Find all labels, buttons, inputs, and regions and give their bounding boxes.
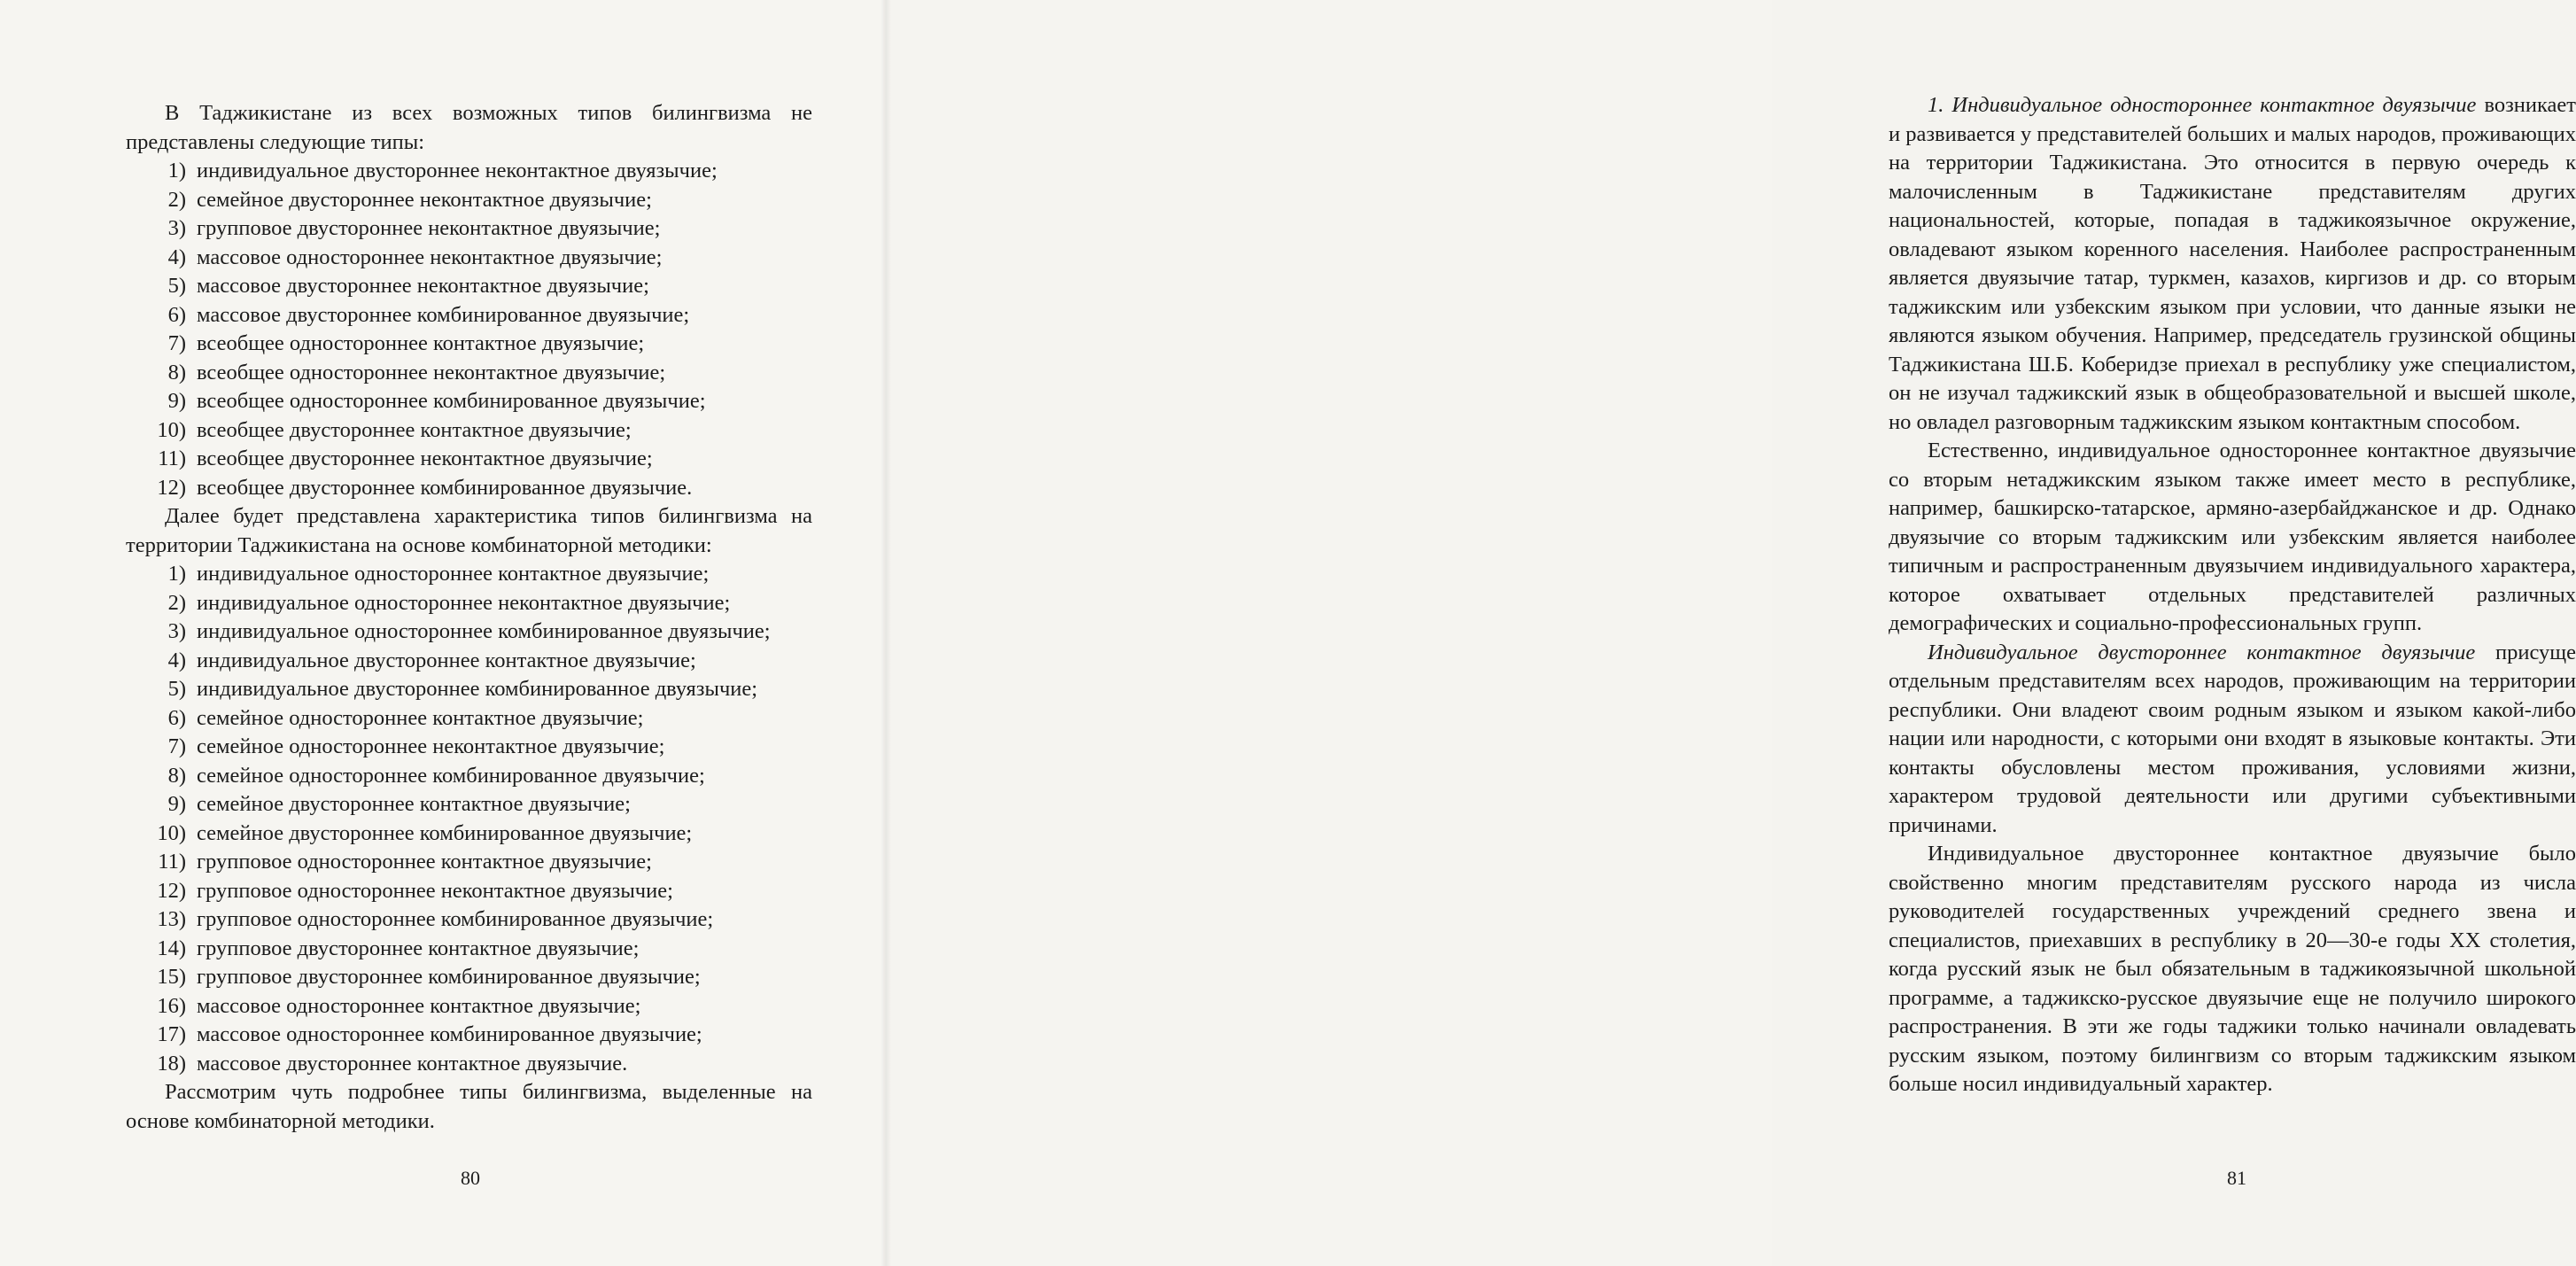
list-item-number: 1) — [167, 159, 186, 183]
list-item-text: всеобщее одностороннее комбинированное двуязычие; — [197, 389, 706, 413]
list-item-text: индивидуальное одностороннее комбинированное двуязычие; — [197, 619, 771, 643]
list-item — [126, 157, 812, 186]
list-item-number: 2) — [167, 187, 186, 212]
paragraph-3-italic-lead: Индивидуальное двустороннее контактное двуязычие — [1928, 640, 2476, 664]
list-item-text: массовое одностороннее контактное двуязычие; — [197, 993, 641, 1018]
list-item-text: массовое двустороннее неконтактное двуязычие; — [197, 274, 649, 298]
paragraph-1-body: возникает и развивается у представителей больших и малых народов, проживающих на территории Таджикистана. Это относится в первую очередь к малочисленным в Таджикистане представителям других национальностей, которые, попадая в таджикоязычное окружение, овладевают языком коренного населения. Наиболее распространенным является двуязычие татар, туркмен, казахов, киргизов и др. со вторым таджикским или узбекским языком при условии, что данные языки не являются языком обучения. Например, председатель грузинской общины Таджикистана Ш.Б. Коберидзе приехал в республику уже специалистом, он не изучал таджикский язык в общеобразовательной и высшей школе, но овладел разговорным таджикским языком контактным способом. — [1889, 93, 2576, 434]
list-item-number: 10) — [157, 820, 186, 845]
list-item — [126, 935, 812, 964]
list-item-text: семейное двустороннее комбинированное двуязычие; — [197, 820, 693, 845]
list-item — [126, 647, 812, 676]
list-item-number: 5) — [167, 677, 186, 701]
right-page — [886, 0, 2576, 1266]
list-item — [126, 819, 812, 849]
list-item-number: 7) — [167, 331, 186, 355]
list-item-number: 14) — [157, 936, 186, 960]
list-item — [126, 330, 812, 359]
list-item — [126, 272, 812, 301]
list-item-text: групповое одностороннее комбинированное двуязычие; — [197, 907, 714, 931]
list-item-number: 3) — [167, 216, 186, 240]
list-item — [126, 848, 812, 877]
list-item — [126, 675, 812, 704]
list-item — [126, 733, 812, 762]
list-item-number: 11) — [158, 850, 186, 874]
list-item — [126, 617, 812, 647]
paragraph-4: Индивидуальное двустороннее контактное двуязычие было свойственно многим представителям русского народа из числа руководителей государственных учреждений среднего звена и специалистов, приехавших в республику в 20—30-е годы XX столетия, когда русский язык не был обязательным в таджикоязычной школьной программе, а таджикско-русское двуязычие еще не получило широкого распространения. В эти же годы таджики только начинали овладевать русским языком, поэтому билингвизм со вторым таджикским языком больше носил индивидуальный характер. — [1889, 842, 2576, 1096]
list-item-number: 15) — [157, 965, 186, 989]
middle-paragraph: Далее будет представлена характеристика типов билингвизма на территории Таджикистана на основе комбинаторной методики: — [126, 504, 812, 557]
list-item-text: групповое одностороннее неконтактное двуязычие; — [197, 878, 673, 903]
list-item — [126, 762, 812, 791]
list-item-text: семейное двустороннее контактное двуязычие; — [197, 792, 631, 816]
list-item-number: 5) — [167, 274, 186, 298]
list-item-number: 17) — [157, 1022, 186, 1046]
list-item — [126, 877, 812, 906]
list-item — [126, 359, 812, 388]
list-item — [126, 1050, 812, 1079]
list-item-number: 9) — [167, 792, 186, 816]
list-item-number: 1) — [167, 562, 186, 586]
list-item-text: всеобщее двустороннее комбинированное двуязычие. — [197, 475, 693, 500]
list-item-text: групповое одностороннее контактное двуязычие; — [197, 850, 652, 874]
list-item-number: 7) — [167, 734, 186, 758]
list-item-text: индивидуальное двустороннее контактное двуязычие; — [197, 648, 696, 672]
list-item-text: индивидуальное одностороннее неконтактное двуязычие; — [197, 590, 731, 615]
list-item-text: массовое одностороннее неконтактное двуязычие; — [197, 245, 663, 269]
list-item-text: индивидуальное двустороннее комбинированное двуязычие; — [197, 677, 758, 701]
page-number-left: 80 — [461, 1167, 480, 1189]
list-item-text: семейное одностороннее комбинированное двуязычие; — [197, 763, 705, 788]
list-item — [126, 560, 812, 589]
list-item — [126, 992, 812, 1021]
paragraph-1-italic-lead: 1. Индивидуальное одностороннее контактное двуязычие — [1928, 93, 2477, 117]
list-item-number: 10) — [157, 417, 186, 442]
list-item-number: 4) — [167, 648, 186, 672]
list-item-text: массовое двустороннее комбинированное двуязычие; — [197, 302, 690, 327]
intro-paragraph: В Таджикистане из всех возможных типов билингвизма не представлены следующие типы: — [126, 101, 812, 154]
list-item-text: индивидуальное одностороннее контактное двуязычие; — [197, 562, 710, 586]
list-item-number: 6) — [167, 705, 186, 730]
list-item — [126, 963, 812, 992]
list-item-number: 2) — [167, 590, 186, 615]
list-item — [126, 214, 812, 244]
closing-paragraph: Рассмотрим чуть подробнее типы билингвизма, выделенные на основе комбинаторной методики. — [126, 1080, 812, 1133]
page-number-right: 81 — [2227, 1167, 2246, 1189]
list-item-number: 12) — [157, 878, 186, 903]
left-page-text — [126, 99, 812, 1136]
represented-types-list — [126, 560, 812, 1078]
list-item-number: 8) — [167, 763, 186, 788]
list-item-number: 18) — [157, 1051, 186, 1076]
list-item — [126, 589, 812, 618]
list-item — [126, 704, 812, 734]
book-gutter-shadow — [881, 0, 891, 1266]
list-item-text: всеобщее двустороннее неконтактное двуязычие; — [197, 447, 653, 470]
list-item-text: всеобщее одностороннее неконтактное двуязычие; — [197, 360, 666, 384]
list-item-text: индивидуальное двустороннее неконтактное двуязычие; — [197, 159, 718, 183]
list-item-text: всеобщее одностороннее контактное двуязычие; — [197, 331, 645, 355]
list-item-text: групповое двустороннее контактное двуязычие; — [197, 936, 640, 960]
list-item — [126, 474, 812, 503]
right-page-text — [1889, 91, 2576, 1099]
list-item-text: всеобщее двустороннее контактное двуязычие; — [197, 417, 632, 442]
list-item-number: 3) — [167, 619, 186, 643]
list-item-number: 16) — [157, 993, 186, 1018]
list-item-text: массовое двустороннее контактное двуязычие. — [197, 1051, 628, 1076]
paragraph-3 — [1889, 639, 2576, 841]
list-item — [126, 905, 812, 935]
list-item — [126, 790, 812, 819]
list-item-text: групповое двустороннее неконтактное двуязычие; — [197, 216, 661, 240]
list-item-number: 11) — [158, 447, 186, 470]
paragraph-1 — [1889, 91, 2576, 437]
list-item-number: 8) — [167, 360, 186, 384]
list-item-text: семейное одностороннее контактное двуязычие; — [197, 705, 644, 730]
list-item-text: групповое двустороннее комбинированное двуязычие; — [197, 965, 701, 989]
list-item — [126, 301, 812, 330]
list-item-number: 12) — [157, 475, 186, 500]
list-item-number: 9) — [167, 389, 186, 413]
list-item-number: 4) — [167, 245, 186, 269]
list-item — [126, 244, 812, 273]
list-item-number: 13) — [157, 907, 186, 931]
list-item — [126, 445, 812, 474]
list-item-text: массовое одностороннее комбинированное двуязычие; — [197, 1022, 702, 1046]
list-item — [126, 416, 812, 446]
list-item — [126, 1021, 812, 1050]
unrepresented-types-list — [126, 157, 812, 502]
list-item-text: семейное одностороннее неконтактное двуязычие; — [197, 734, 665, 758]
paragraph-2: Естественно, индивидуальное одностороннее контактное двуязычие со вторым нетаджикским языком также имеет место в республике, например, башкирско-татарское, армяно-азербайджанское и др. Однако двуязычие со вторым таджикским или узбекским является наиболее типичным и распространенным двуязычием индивидуального характера, которое охватывает отдельных представителей различных демографических и социально-профессиональных групп. — [1889, 439, 2576, 635]
list-item — [126, 387, 812, 416]
list-item-number: 6) — [167, 302, 186, 327]
list-item — [126, 186, 812, 215]
list-item-text: семейное двустороннее неконтактное двуязычие; — [197, 187, 652, 212]
paragraph-3-body: присуще отдельным представителям всех народов, проживающим на территории республики. Они владеют своим родным языком и языком какой-либо нации или народности, с которыми они входят в языковые контакты. Эти контакты обусловлены местом проживания, условиями жизни, характером трудовой деятельности или другими субъективными причинами. — [1889, 640, 2576, 837]
left-page — [0, 0, 886, 1266]
